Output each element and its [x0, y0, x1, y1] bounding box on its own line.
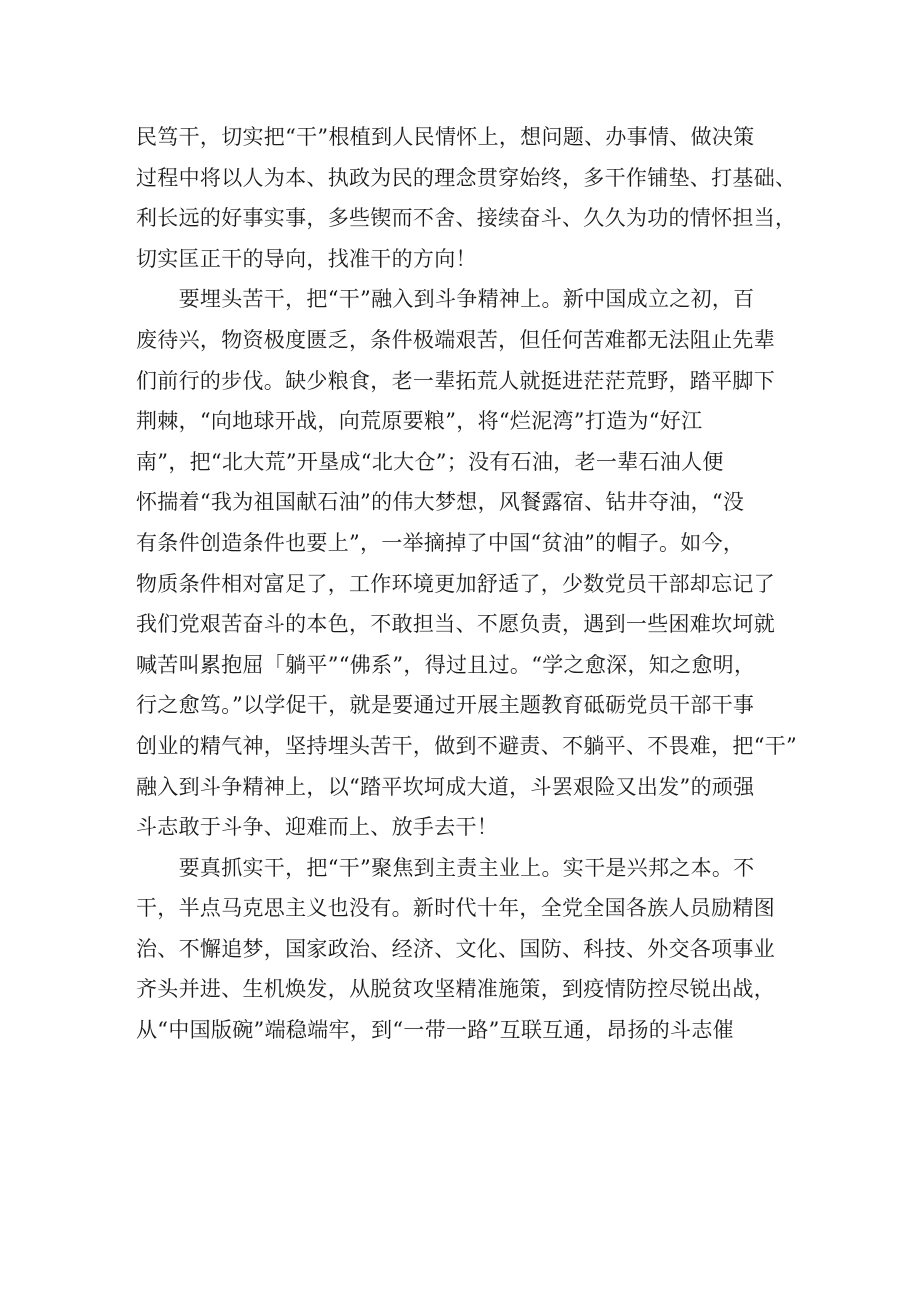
text-line: 荆棘，“向地球开战，向荒原要粮”，将“烂泥湾”打造为“好江 [136, 409, 703, 434]
text-line: 齐头并进、生机焕发，从脱贫攻坚精准施策，到疫情防控尽锐出战， [136, 977, 775, 1002]
body-text [136, 117, 796, 1051]
text-line: 从“中国版碗”端稳端牢，到“一带一路”互联互通，昂扬的斗志催 [136, 1018, 734, 1043]
text-line: 我们党艰苦奋斗的本色，不敢担当、不愿负责，遇到一些困难坎坷就 [136, 612, 775, 637]
text-line: 切实匡正干的导向，找准干的方向！ [136, 246, 477, 271]
text-line: 利长远的好事实事，多些锲而不舍、接续奋斗、久久为功的情怀担当， [136, 206, 797, 231]
text-line: 南”，把“北大荒”开垦成“北大仓”；没有石油，老一辈石油人便 [136, 449, 724, 474]
text-line: 民笃干，切实把“干”根植到人民情怀上，想问题、办事情、做决策 [136, 125, 755, 149]
text-line: 喊苦叫累抱屈「躺平”“佛系”，得过且过。“学之愈深，知之愈明， [136, 652, 756, 677]
text-line: 们前行的步伐。缺少粮食，老一辈拓荒人就挺进茫茫荒野，踏平脚下 [136, 368, 775, 393]
text-line: 要埋头苦干，把“干”融入到斗争精神上。新中国成立之初，百 [136, 287, 755, 312]
text-line: 斗志敢于斗争、迎难而上、放手去干！ [136, 815, 499, 840]
text-line: 要真抓实干，把“干”聚焦到主责主业上。实干是兴邦之本。不 [136, 855, 755, 880]
text-line: 有条件创造条件也要上”，一举摘掉了中国“贫油”的帽子。如今， [136, 530, 745, 555]
text-line: 治、不懈追梦，国家政治、经济、文化、国防、科技、外交各项事业 [136, 936, 775, 961]
text-line: 干，半点马克思主义也没有。新时代十年，全党全国各族人员励精图 [136, 896, 775, 921]
text-line: 怀揣着“我为祖国献石油”的伟大梦想，风餐露宿、钻井夺油，“没 [136, 490, 745, 515]
text-line: 过程中将以人为本、执政为民的理念贯穿始终，多干作铺垫、打基础、 [136, 165, 797, 190]
text-line: 行之愈笃。”以学促干，就是要通过开展主题教育砥砺党员干部干事 [136, 693, 755, 718]
text-line: 融入到斗争精神上，以“踏平坎坷成大道，斗罢艰险又出发”的顽强 [136, 774, 755, 799]
text-line: 创业的精气神，坚持埋头苦干，做到不避责、不躺平、不畏难，把“干” [136, 733, 798, 758]
text-line: 物质条件相对富足了，工作环境更加舒适了，少数党员干部却忘记了 [136, 571, 775, 596]
text-line: 废待兴，物资极度匮乏，条件极端艰苦，但任何苦难都无法阻止先辈 [136, 327, 775, 352]
